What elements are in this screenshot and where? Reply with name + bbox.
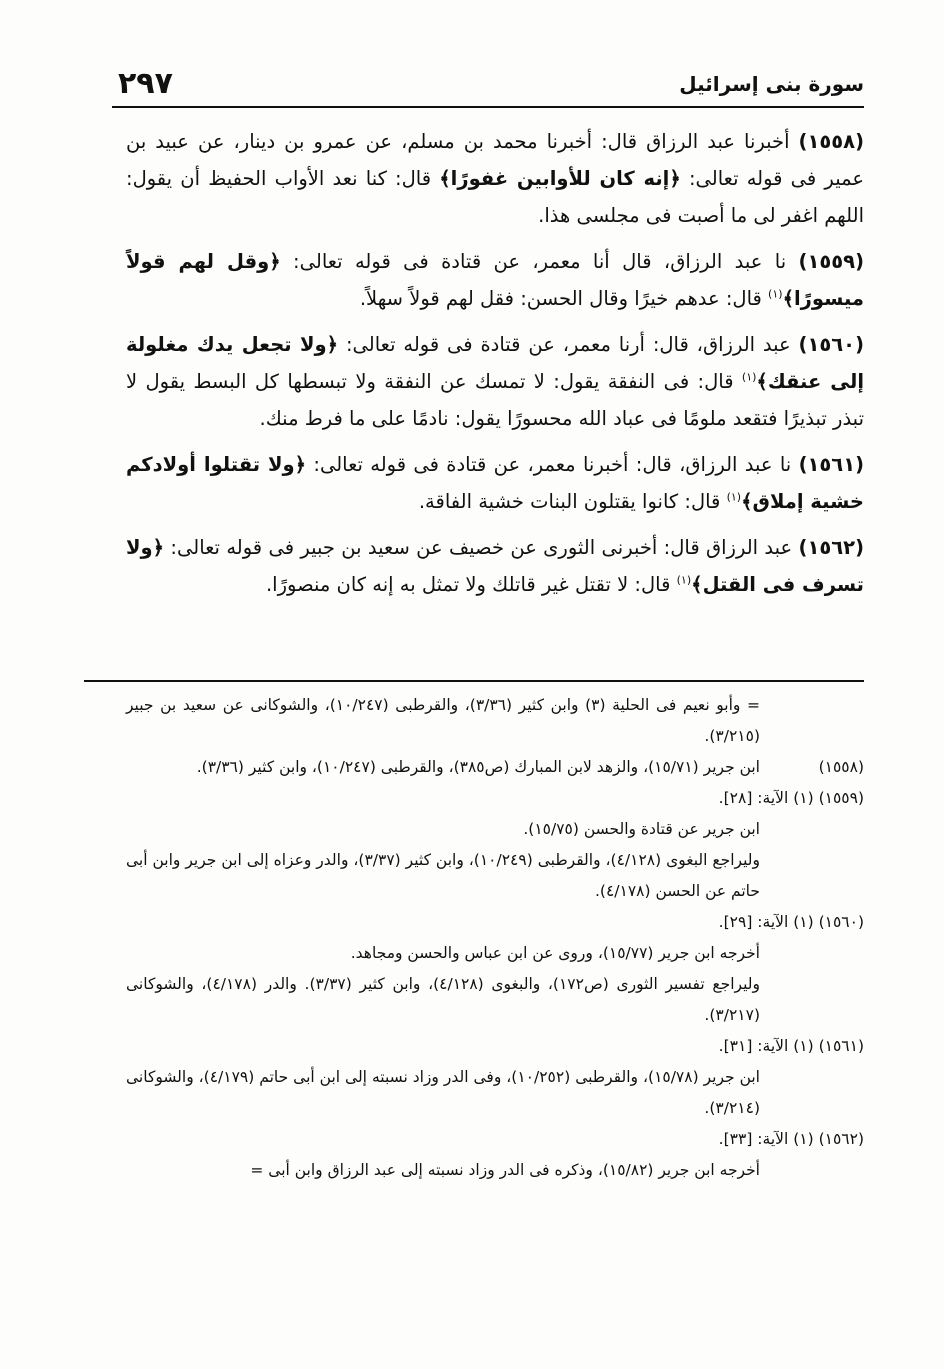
footnotes	[126, 690, 864, 1186]
page-number: ٢٩٧	[118, 66, 173, 101]
footnote-marker: (١)	[676, 573, 692, 587]
paragraph-text: قال: كنا نعد الأواب الحفيظ أن يقول: اللهم اغفر لى ما أصبت فى مجلسى هذا.	[126, 167, 864, 227]
running-title: سورة بنى إسرائيل	[679, 72, 864, 96]
footnote-label: (١٥٦١) (١) الآية: [٣١].	[718, 1037, 864, 1055]
footnote-label: (١٥٥٩) (١) الآية: [٢٨].	[718, 789, 864, 807]
footnote-entry	[126, 1062, 864, 1124]
footnote-entry	[126, 907, 864, 938]
hadith-paragraph	[126, 326, 864, 437]
footnote-label: (١٥٦٢) (١) الآية: [٣٣].	[718, 1130, 864, 1148]
paragraph-text: أخبرنا عبد الرزاق قال: أخبرنا محمد بن مسلم، عن عمرو بن دينار، عن عبيد بن عمير فى قوله تعالى:	[126, 130, 864, 190]
hadith-paragraph	[126, 123, 864, 234]
footnote-label: (١٥٦٠) (١) الآية: [٢٩].	[718, 913, 864, 931]
footnote-entry	[126, 1124, 864, 1155]
hadith-paragraph	[126, 529, 864, 603]
paragraph-text: قال: عدهم خيرًا وقال الحسن: فقل لهم قولاً سهلاً.	[359, 287, 769, 310]
quran-quote: ﴿وقل لهم قولاً ميسورًا﴾	[126, 250, 864, 310]
footnote-label: (١٥٥٨)	[818, 758, 864, 776]
footnote-entry	[126, 938, 864, 969]
footnote-marker: (١)	[768, 287, 783, 301]
hadith-number: (١٥٥٨)	[798, 130, 864, 153]
quran-quote: ﴿ولا تسرف فى القتل﴾	[126, 536, 864, 596]
paragraph-text: عبد الرزاق، قال: أرنا معمر، عن قتادة فى قوله تعالى:	[338, 333, 799, 356]
footnote-entry	[126, 845, 864, 907]
footnote-marker: (١)	[741, 370, 757, 384]
quran-quote: ﴿ولا تجعل يدك مغلولة إلى عنقك﴾	[126, 333, 865, 393]
footnote-text: وليراجع البغوى (٤/١٢٨)، والقرطبى (١٠/٢٤٩)، وابن كثير (٣/٣٧)، والدر وعزاه إلى ابن جرير وابن أبى حاتم عن الحسن (٤/١٧٨).	[126, 851, 760, 900]
quran-quote: ﴿إنه كان للأوابين غفورًا﴾	[439, 167, 681, 190]
footnote-text: = وأبو نعيم فى الحلية (٣) وابن كثير (٣/٣٦)، والقرطبى (١٠/٢٤٧)، والشوكانى عن سعيد بن جبير (٣/٢١٥).	[126, 696, 761, 745]
hadith-number: (١٥٦١)	[798, 453, 865, 476]
paragraph-text: نا عبد الرزاق، قال: أخبرنا معمر، عن قتادة فى قوله تعالى:	[306, 453, 799, 476]
hadith-paragraph	[126, 243, 864, 317]
paragraph-text: قال: لا تقتل غير قاتلك ولا تمثل به إنه كان منصورًا.	[265, 573, 677, 596]
footnote-separator	[84, 680, 864, 682]
paragraph-text: عبد الرزاق قال: أخبرنى الثورى عن خصيف عن سعيد بن جبير فى قوله تعالى:	[164, 536, 799, 559]
page-header	[112, 62, 864, 108]
paragraph-text: قال: كانوا يقتلون البنات خشية الفاقة.	[418, 490, 727, 513]
hadith-number: (١٥٦٠)	[798, 333, 864, 356]
main-text	[126, 123, 864, 612]
footnote-text: وليراجع تفسير الثورى (ص١٧٢)، والبغوى (٤/١٢٨)، وابن كثير (٣/٣٧). والدر (٤/١٧٨)، والشوكانى (٣/٢١٧).	[126, 975, 760, 1024]
paragraph-text: نا عبد الرزاق، قال أنا معمر، عن قتادة فى قوله تعالى:	[280, 250, 799, 273]
hadith-number: (١٥٦٢)	[798, 536, 864, 559]
footnote-text: ابن جرير (١٥/٧٨)، والقرطبى (١٠/٢٥٢)، وفى الدر وزاد نسبته إلى ابن أبى حاتم (٤/١٧٩)، والشوكانى (٣/٢١٤).	[126, 1068, 760, 1117]
footnote-entry	[126, 969, 864, 1031]
footnote-text: أخرجه ابن جرير (١٥/٧٧)، وروى عن ابن عباس والحسن ومجاهد.	[350, 944, 760, 962]
quran-quote: ﴿ولا تقتلوا أولادكم خشية إملاق﴾	[126, 453, 864, 513]
footnote-entry	[126, 752, 864, 783]
hadith-number: (١٥٥٩)	[798, 250, 864, 273]
footnote-entry	[126, 814, 864, 845]
footnote-marker: (١)	[726, 490, 742, 504]
hadith-paragraph	[126, 446, 864, 520]
footnote-entry	[126, 1155, 864, 1186]
footnote-text: ابن جرير عن قتادة والحسن (١٥/٧٥).	[523, 820, 760, 838]
footnote-text: أخرجه ابن جرير (١٥/٨٢)، وذكره فى الدر وزاد نسبته إلى عبد الرزاق وابن أبى =	[250, 1161, 760, 1179]
paragraph-text: قال: فى النفقة يقول: لا تمسك عن النفقة ولا تبسطها كل البسط يقول لا تبذر تبذيرًا فتقعد ملومًا فى عباد الله محسورًا يقول: نادمًا على ما فرط منك.	[126, 370, 864, 430]
footnote-entry	[126, 690, 864, 752]
footnote-entry	[126, 1031, 864, 1062]
footnote-entry	[126, 783, 864, 814]
footnote-text: ابن جرير (١٥/٧١)، والزهد لابن المبارك (ص٣٨٥)، والقرطبى (١٠/٢٤٧)، وابن كثير (٣/٣٦).	[196, 758, 760, 776]
